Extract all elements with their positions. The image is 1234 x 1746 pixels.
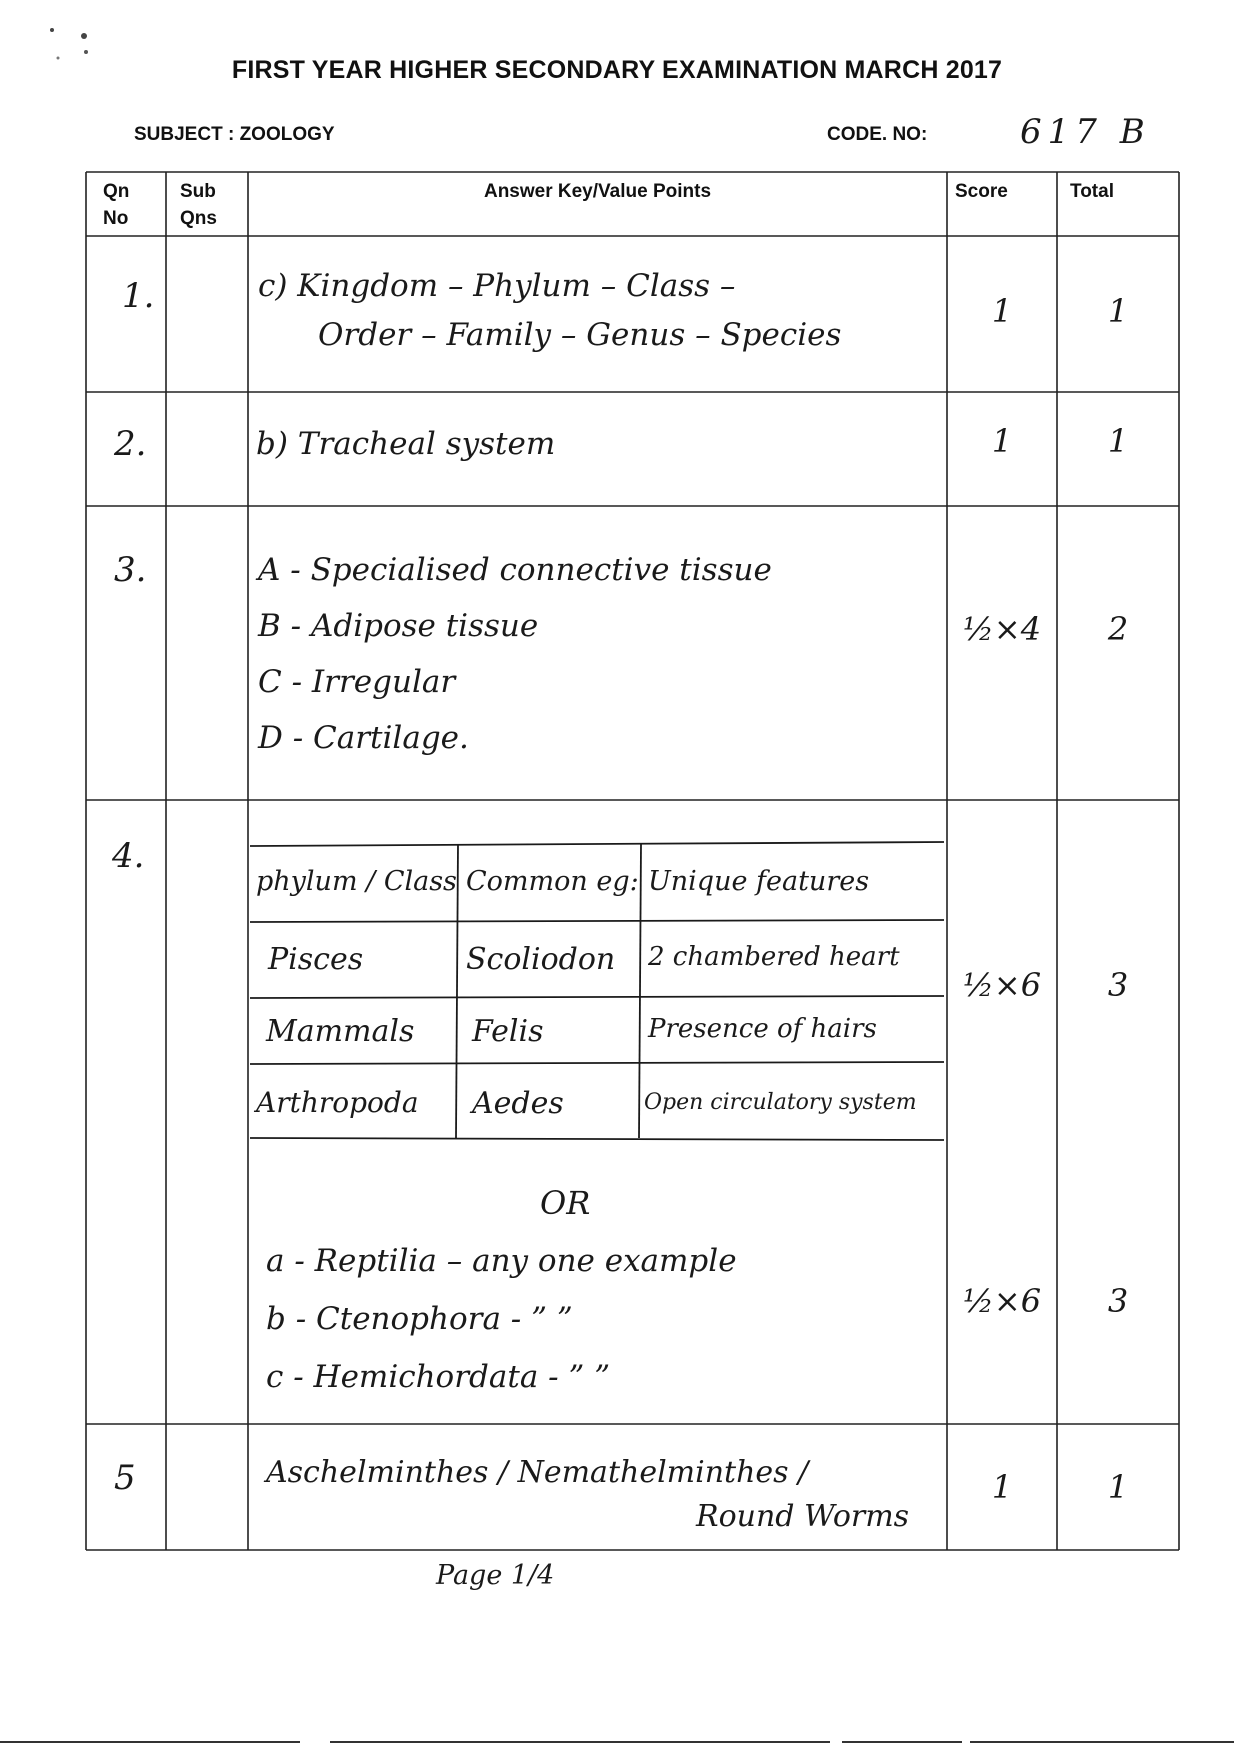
row-4-or-score: ½×6 <box>962 1282 1042 1320</box>
row-3-qno: 3. <box>114 550 147 590</box>
q4-col-header-phylum: phylum / Class <box>256 866 457 897</box>
q4-cell-example: Aedes <box>472 1086 564 1121</box>
row-2-qno: 2. <box>114 424 147 464</box>
row-1-score: 1 <box>991 292 1013 330</box>
row-5-qno: 5 <box>114 1458 136 1498</box>
row-1-total: 1 <box>1107 292 1129 330</box>
row-3-total: 2 <box>1107 610 1129 648</box>
q4-cell-feature: Presence of hairs <box>648 1014 877 1044</box>
col-header-answer: Answer Key/Value Points <box>483 181 712 202</box>
q4-cell-phylum: Arthropoda <box>256 1086 419 1119</box>
row-5-total: 1 <box>1107 1468 1129 1506</box>
col-header-score: Score <box>955 181 1008 202</box>
scan-specks <box>40 22 100 72</box>
row-1-answer: c) Kingdom – Phylum – Class – Order – Family – Genus – Species <box>258 268 842 353</box>
exam-title: FIRST YEAR HIGHER SECONDARY EXAMINATION MARCH 2017 <box>231 56 1003 84</box>
row-4-total: 3 <box>1107 966 1129 1004</box>
q4-cell-phylum: Mammals <box>266 1014 415 1049</box>
q4-or-answer: a - Reptilia – any one example b - Ctenophora - ” ” c - Hemichordata - ” ” <box>266 1243 737 1395</box>
q4-or-label: OR <box>540 1184 591 1222</box>
row-2-answer: b) Tracheal system <box>256 426 556 462</box>
col-header-total: Total <box>1070 181 1114 202</box>
q4-cell-example: Felis <box>472 1014 544 1049</box>
row-5-answer: Aschelminthes / Nemathelminthes / Round Worms <box>266 1455 910 1534</box>
row-4-score: ½×6 <box>962 966 1042 1004</box>
page-number: Page 1/4 <box>436 1560 555 1591</box>
row-3-score: ½×4 <box>962 610 1042 648</box>
subject-label: SUBJECT : ZOOLOGY <box>134 124 335 145</box>
code-label: CODE. NO: <box>827 124 928 145</box>
row-5-score: 1 <box>991 1468 1013 1506</box>
row-4-or-total: 3 <box>1107 1282 1129 1320</box>
q4-col-header-features: Unique features <box>648 866 870 897</box>
q4-cell-phylum: Pisces <box>268 942 364 977</box>
row-3-answer: A - Specialised connective tissue B - Adipose tissue C - Irregular D - Cartilage. <box>258 552 772 756</box>
row-1-qno: 1. <box>122 276 155 316</box>
q4-col-header-example: Common eg: <box>466 866 639 897</box>
q4-cell-feature: 2 chambered heart <box>648 942 900 972</box>
col-header-sub: Sub Qns <box>180 181 217 229</box>
row-2-total: 1 <box>1107 422 1129 460</box>
col-header-qn: Qn No <box>103 181 130 229</box>
scan-edge-line <box>0 1738 1234 1746</box>
row-2-score: 1 <box>991 422 1013 460</box>
q4-cell-example: Scoliodon <box>466 942 616 977</box>
code-value: 617 B <box>1020 112 1151 152</box>
q4-cell-feature: Open circulatory system <box>644 1090 917 1115</box>
row-4-qno: 4. <box>112 836 145 876</box>
